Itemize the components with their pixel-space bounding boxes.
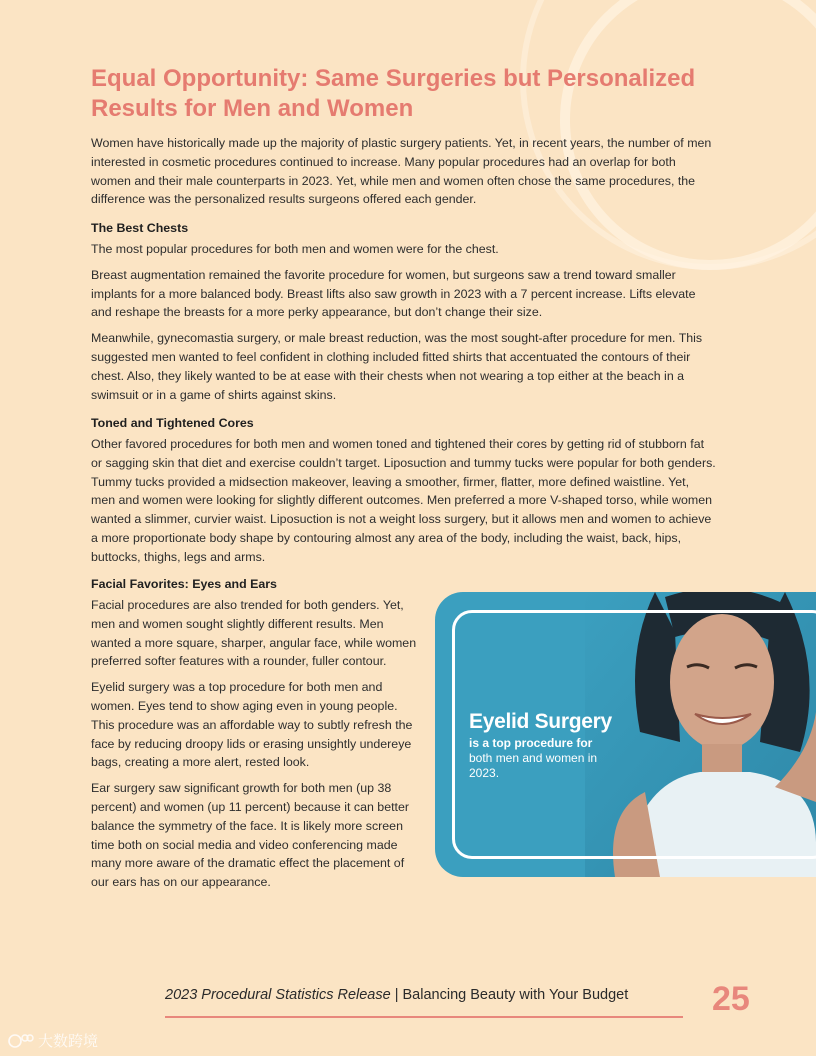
intro-paragraph: Women have historically made up the majority of plastic surgery patients. Yet, in recent years, the number of men interested in cosmetic procedures continued to increase. Many popular procedures had an overlap for both women and their male counterparts in 2023. Yet, while men and women often chose the same procedures, the difference was the personalized results surgeons offered each gender. <box>91 136 712 207</box>
page-title: Equal Opportunity: Same Surgeries but Personalized Results for Men and Women <box>91 65 696 122</box>
callout-line-1: is a top procedure for <box>469 736 593 750</box>
facial-paragraph-1: Facial procedures are also trended for both genders. Yet, men and women sought slightly different results. Men wanted a more square, sharper, angular face, while women preferred softer features with a rounder, fuller contour. <box>91 598 417 669</box>
chests-heading: The Best Chests <box>91 221 189 235</box>
cores-paragraph: Other favored procedures for both men and women toned and tightened their cores by getting rid of stubborn fat or sagging skin that diet and exercise couldn’t target. Liposuction and tummy tucks were popular for both genders. Tummy tucks provided a midsection makeover, leaving a smoother, firmer, flatter, more defined waistline. Yet, men and women were looking for slightly different outcomes. Men preferred a more V-shaped torso, while women wanted a slimmer, curvier waist. Liposuction is not a weight loss surgery, but it allows men and women to achieve a more proportionate body shape by contouring almost any area of the body, including the waist, back, hips, buttocks, thighs, legs and arms. <box>91 437 716 564</box>
facial-paragraph-2: Eyelid surgery was a top procedure for both men and women. Eyes tend to show aging even in young people. This procedure was an affordable way to subtly refresh the face by reducing droopy lids or erasing unsightly undereye bags, creating a more alert, rested look. <box>91 680 413 770</box>
intro-section <box>91 134 716 209</box>
callout-title: Eyelid Surgery <box>469 710 612 733</box>
footer <box>165 987 685 1003</box>
cores-heading: Toned and Tightened Cores <box>91 416 254 430</box>
footer-rule <box>165 1016 683 1018</box>
chests-paragraph-1: The most popular procedures for both men and women were for the chest. <box>91 242 499 256</box>
watermark <box>8 1030 98 1051</box>
callout-frame <box>452 610 816 859</box>
facial-heading: Facial Favorites: Eyes and Ears <box>91 577 277 591</box>
facial-paragraph-3: Ear surgery saw significant growth for both men (up 38 percent) and women (up 11 percent) because it can better balance the symmetry of the face. It is likely more screen time both on social media and video conferencing made many more aware of the dramatic effect the placement of our ears has on our appearance. <box>91 781 409 890</box>
chests-paragraph-3: Meanwhile, gynecomastia surgery, or male breast reduction, was the most sought-after procedure for men. This suggested men wanted to feel confident in clothing included fitted shirts that accentuated the contours of their chest. Also, they likely wanted to be at ease with their chests when not wearing a top either at the beach in a swimsuit or in a game of shirts against skins. <box>91 331 703 402</box>
page-number: 25 <box>712 980 750 1018</box>
callout-line-2: both men and women in 2023. <box>469 751 598 780</box>
watermark-logo-icon <box>8 1032 34 1050</box>
chests-section <box>91 219 716 404</box>
footer-publication: 2023 Procedural Statistics Release <box>165 987 391 1003</box>
callout-subtitle <box>469 736 609 781</box>
chests-paragraph-2: Breast augmentation remained the favorite procedure for women, but surgeons saw a trend toward smaller implants for a more balanced body. Breast lifts also saw growth in 2023 with a 7 percent increase. Lifts elevate and reshape the breasts for a more perky appearance, but don’t change their size. <box>91 267 696 320</box>
footer-tagline: Balancing Beauty with Your Budget <box>402 987 629 1003</box>
cores-section <box>91 414 716 567</box>
eyelid-surgery-callout <box>435 592 816 877</box>
footer-separator: | <box>390 987 403 1003</box>
facial-section <box>91 575 421 892</box>
watermark-text: 大数跨境 <box>38 1033 99 1050</box>
